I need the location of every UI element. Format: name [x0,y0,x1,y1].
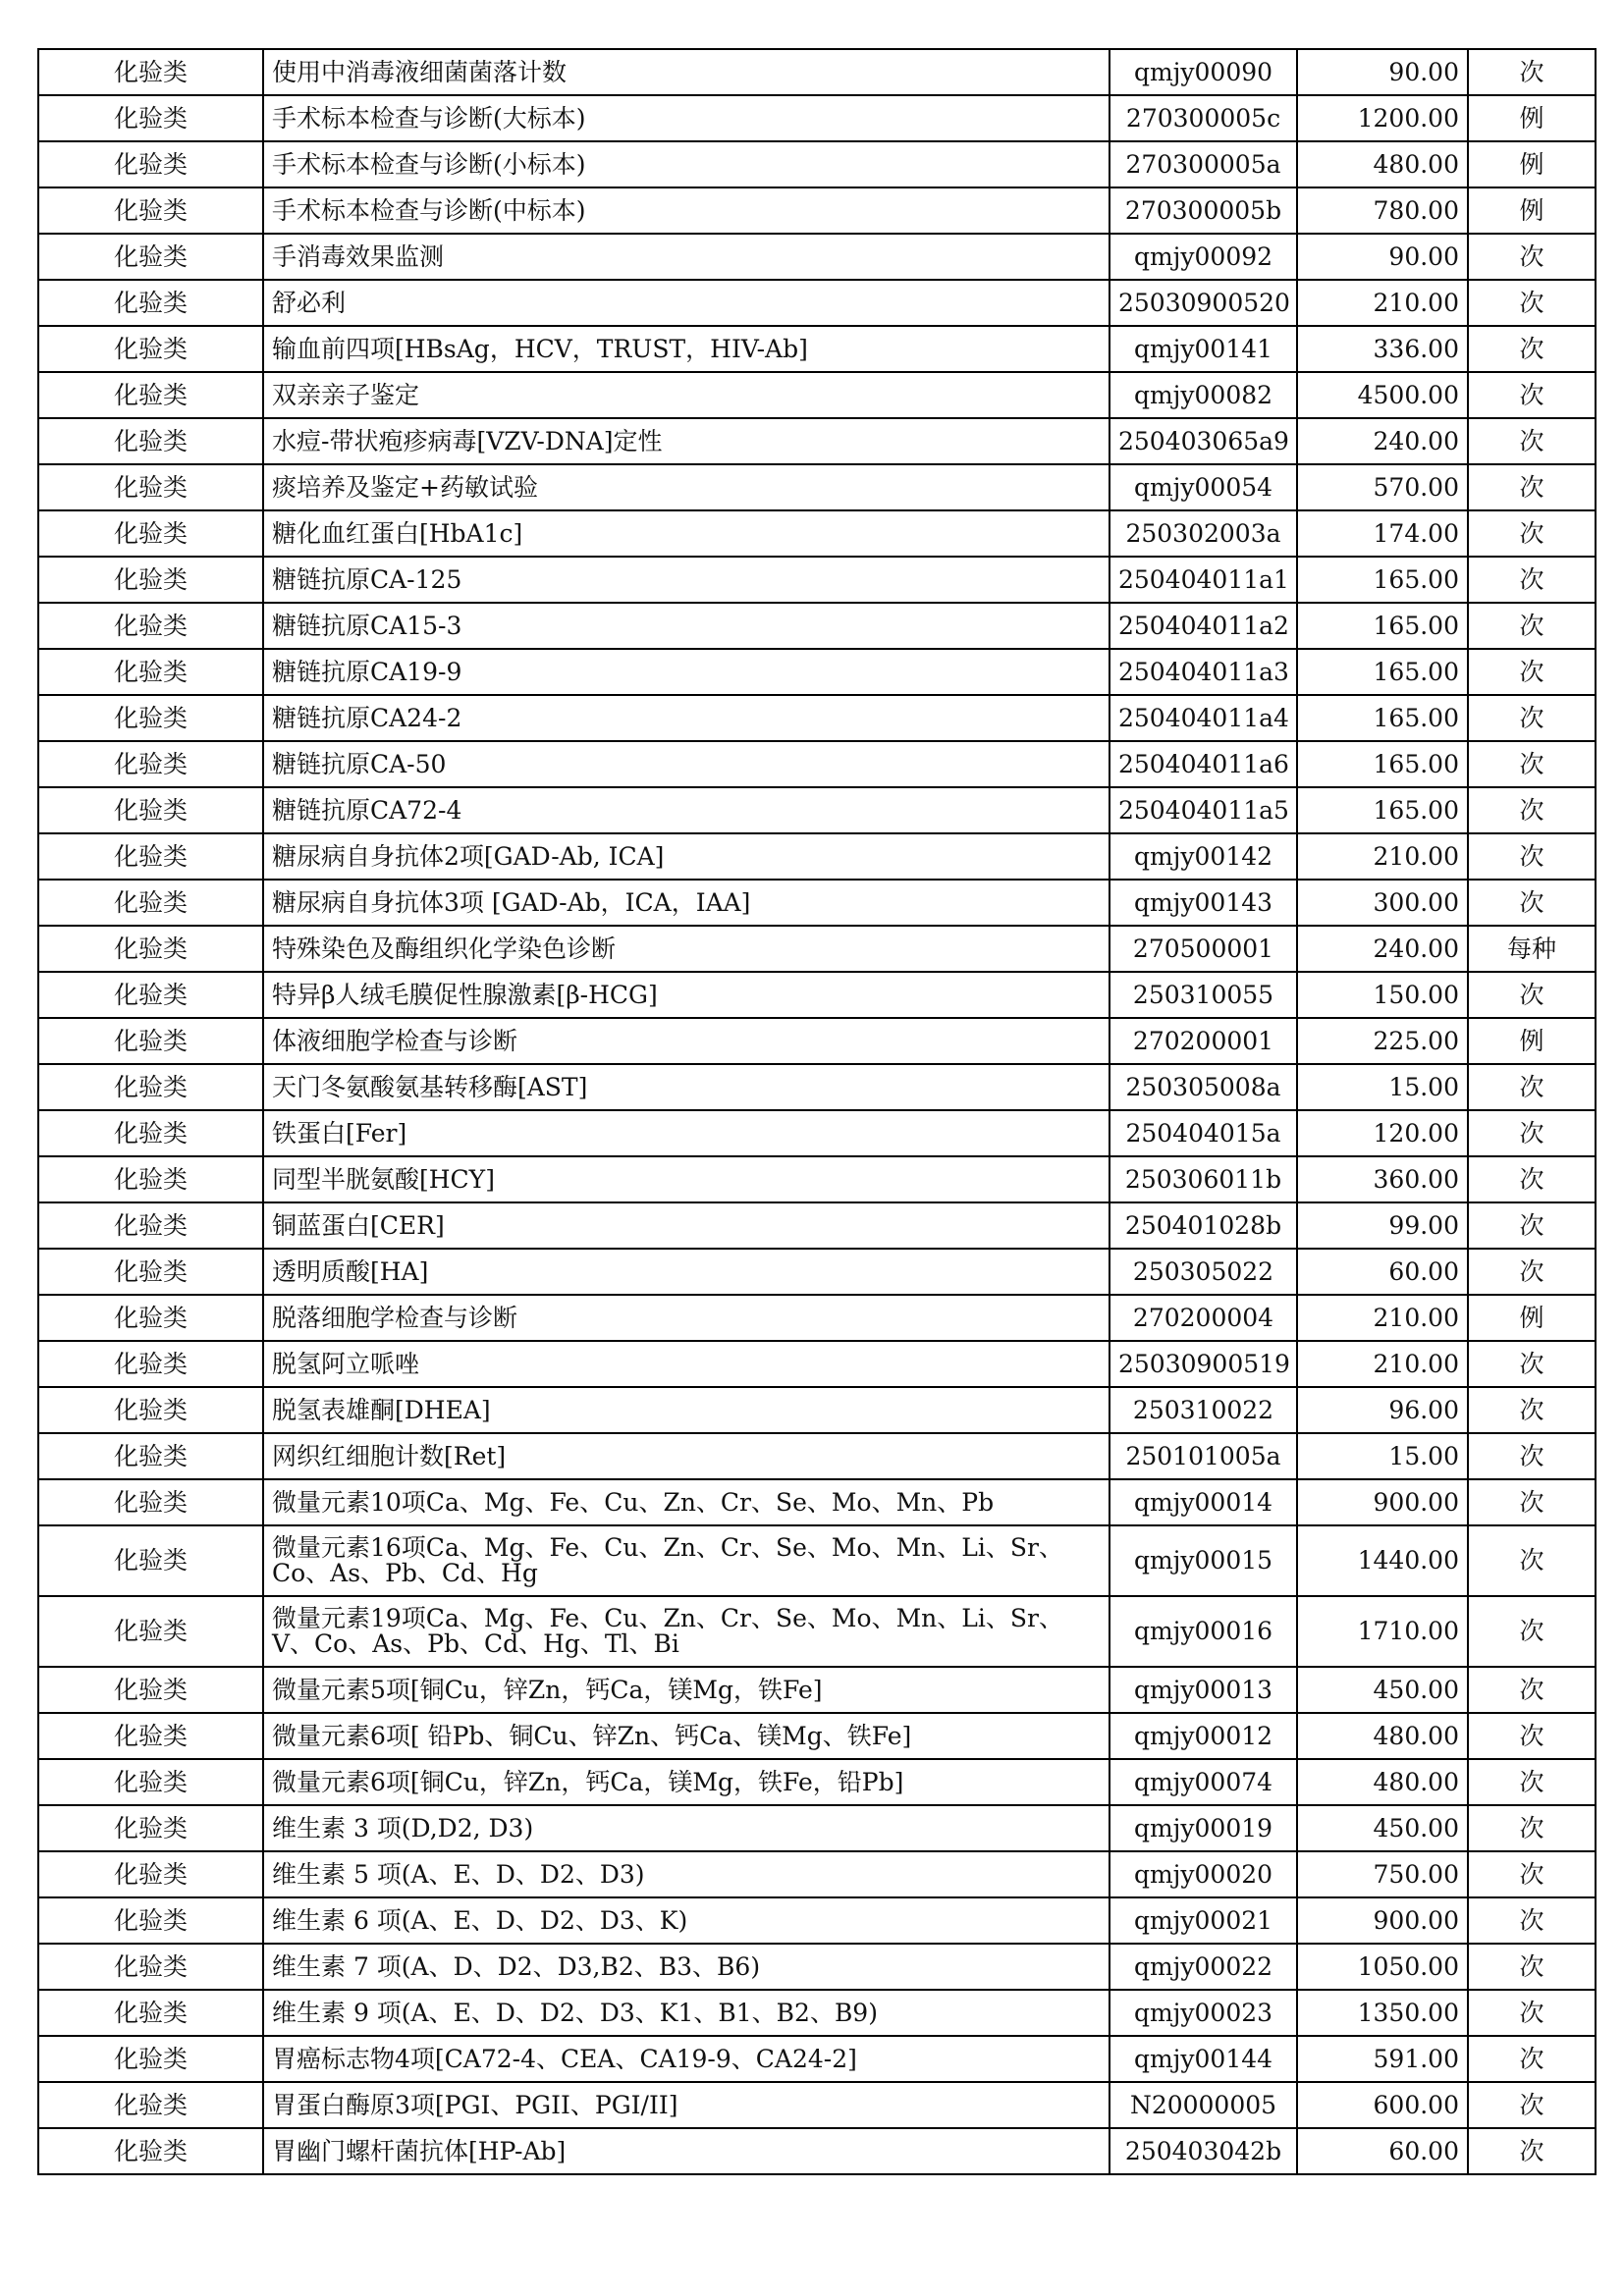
table-row [38,1759,1596,1805]
item-code-cell: qmjy00144 [1110,2036,1297,2082]
category-cell: 化验类 [38,1713,263,1759]
item-code-cell: qmjy00020 [1110,1851,1297,1897]
price-cell: 450.00 [1297,1667,1468,1713]
item-code-cell: 250404015a [1110,1110,1297,1156]
table-body [38,49,1596,2174]
table-row [38,418,1596,464]
category-cell: 化验类 [38,741,263,787]
item-code-cell: 250306011b [1110,1156,1297,1202]
unit-cell: 例 [1468,1018,1596,1064]
table-row [38,326,1596,372]
table-row [38,972,1596,1018]
item-code-cell: qmjy00092 [1110,234,1297,280]
category-cell: 化验类 [38,972,263,1018]
item-name-cell: 维生素 5 项(A、E、D、D2、D3) [263,1851,1110,1897]
unit-cell: 次 [1468,787,1596,833]
item-code-cell: 270200001 [1110,1018,1297,1064]
price-cell: 120.00 [1297,1110,1468,1156]
item-name-cell: 手术标本检查与诊断(小标本) [263,141,1110,187]
table-row [38,1897,1596,1944]
category-cell: 化验类 [38,1064,263,1110]
table-row [38,1064,1596,1110]
price-cell: 4500.00 [1297,372,1468,418]
unit-cell: 例 [1468,95,1596,141]
item-name-cell: 微量元素16项Ca、Mg、Fe、Cu、Zn、Cr、Se、Mo、Mn、Li、Sr、Co、As、Pb、Cd、Hg [263,1525,1110,1596]
price-cell: 1440.00 [1297,1525,1468,1596]
table-row [38,187,1596,234]
category-cell: 化验类 [38,372,263,418]
unit-cell: 次 [1468,1759,1596,1805]
item-code-cell: 250404011a6 [1110,741,1297,787]
table-row [38,787,1596,833]
table-row [38,649,1596,695]
unit-cell: 次 [1468,1387,1596,1433]
category-cell: 化验类 [38,1433,263,1479]
unit-cell: 次 [1468,1596,1596,1667]
item-code-cell: 250401028b [1110,1202,1297,1249]
unit-cell: 次 [1468,557,1596,603]
item-name-cell: 胃幽门螺杆菌抗体[HP-Ab] [263,2128,1110,2174]
price-cell: 150.00 [1297,972,1468,1018]
category-cell: 化验类 [38,1249,263,1295]
item-code-cell: qmjy00074 [1110,1759,1297,1805]
price-cell: 165.00 [1297,695,1468,741]
item-name-cell: 维生素 9 项(A、E、D、D2、D3、K1、B1、B2、B9) [263,1990,1110,2036]
category-cell: 化验类 [38,1387,263,1433]
price-cell: 165.00 [1297,741,1468,787]
price-cell: 480.00 [1297,1759,1468,1805]
item-name-cell: 手术标本检查与诊断(大标本) [263,95,1110,141]
table-row [38,95,1596,141]
price-cell: 210.00 [1297,833,1468,880]
item-name-cell: 脱落细胞学检查与诊断 [263,1295,1110,1341]
unit-cell: 次 [1468,1202,1596,1249]
unit-cell: 次 [1468,49,1596,95]
unit-cell: 次 [1468,1990,1596,2036]
category-cell: 化验类 [38,1341,263,1387]
table-row [38,1944,1596,1990]
item-code-cell: N20000005 [1110,2082,1297,2128]
table-row [38,833,1596,880]
category-cell: 化验类 [38,1897,263,1944]
price-table [37,48,1597,2175]
category-cell: 化验类 [38,1759,263,1805]
item-name-cell: 痰培养及鉴定+药敏试验 [263,464,1110,510]
item-name-cell: 水痘-带状疱疹病毒[VZV-DNA]定性 [263,418,1110,464]
item-name-cell: 天门冬氨酸氨基转移酶[AST] [263,1064,1110,1110]
item-code-cell: qmjy00019 [1110,1805,1297,1851]
price-cell: 165.00 [1297,557,1468,603]
item-code-cell: 250403042b [1110,2128,1297,2174]
item-name-cell: 糖尿病自身抗体3项 [GAD-Ab，ICA，IAA] [263,880,1110,926]
item-code-cell: 250101005a [1110,1433,1297,1479]
item-code-cell: 250404011a5 [1110,787,1297,833]
unit-cell: 次 [1468,2128,1596,2174]
item-name-cell: 胃癌标志物4项[CA72-4、CEA、CA19-9、CA24-2] [263,2036,1110,2082]
table-row [38,234,1596,280]
item-name-cell: 使用中消毒液细菌菌落计数 [263,49,1110,95]
item-name-cell: 特殊染色及酶组织化学染色诊断 [263,926,1110,972]
price-cell: 174.00 [1297,510,1468,557]
item-name-cell: 铁蛋白[Fer] [263,1110,1110,1156]
price-cell: 225.00 [1297,1018,1468,1064]
category-cell: 化验类 [38,95,263,141]
price-cell: 165.00 [1297,603,1468,649]
table-row [38,372,1596,418]
table-row [38,741,1596,787]
item-code-cell: 250404011a1 [1110,557,1297,603]
table-row [38,1596,1596,1667]
unit-cell: 次 [1468,2036,1596,2082]
price-cell: 1200.00 [1297,95,1468,141]
unit-cell: 次 [1468,1249,1596,1295]
item-code-cell: qmjy00014 [1110,1479,1297,1525]
price-cell: 570.00 [1297,464,1468,510]
category-cell: 化验类 [38,557,263,603]
item-code-cell: 270300005b [1110,187,1297,234]
item-name-cell: 微量元素5项[铜Cu，锌Zn，钙Ca，镁Mg，铁Fe] [263,1667,1110,1713]
item-name-cell: 输血前四项[HBsAg，HCV，TRUST，HIV-Ab] [263,326,1110,372]
unit-cell: 次 [1468,1805,1596,1851]
unit-cell: 次 [1468,1341,1596,1387]
unit-cell: 次 [1468,695,1596,741]
category-cell: 化验类 [38,280,263,326]
price-cell: 99.00 [1297,1202,1468,1249]
price-cell: 210.00 [1297,1341,1468,1387]
item-name-cell: 透明质酸[HA] [263,1249,1110,1295]
table-row [38,141,1596,187]
item-code-cell: qmjy00022 [1110,1944,1297,1990]
unit-cell: 次 [1468,372,1596,418]
category-cell: 化验类 [38,326,263,372]
item-name-cell: 手消毒效果监测 [263,234,1110,280]
item-name-cell: 特异β人绒毛膜促性腺激素[β-HCG] [263,972,1110,1018]
table-row [38,557,1596,603]
price-cell: 900.00 [1297,1479,1468,1525]
category-cell: 化验类 [38,510,263,557]
price-cell: 450.00 [1297,1805,1468,1851]
unit-cell: 每种 [1468,926,1596,972]
item-name-cell: 维生素 3 项(D,D2, D3) [263,1805,1110,1851]
item-name-cell: 双亲亲子鉴定 [263,372,1110,418]
unit-cell: 次 [1468,1944,1596,1990]
table-row [38,1990,1596,2036]
item-name-cell: 脱氢阿立哌唑 [263,1341,1110,1387]
table-row [38,1156,1596,1202]
item-code-cell: 250310022 [1110,1387,1297,1433]
category-cell: 化验类 [38,1202,263,1249]
item-name-cell: 体液细胞学检查与诊断 [263,1018,1110,1064]
unit-cell: 次 [1468,2082,1596,2128]
category-cell: 化验类 [38,926,263,972]
unit-cell: 次 [1468,280,1596,326]
category-cell: 化验类 [38,2082,263,2128]
item-code-cell: 270200004 [1110,1295,1297,1341]
item-code-cell: 250404011a4 [1110,695,1297,741]
unit-cell: 次 [1468,741,1596,787]
item-name-cell: 手术标本检查与诊断(中标本) [263,187,1110,234]
table-row [38,2036,1596,2082]
price-cell: 300.00 [1297,880,1468,926]
item-code-cell: 250310055 [1110,972,1297,1018]
unit-cell: 次 [1468,1713,1596,1759]
category-cell: 化验类 [38,418,263,464]
item-name-cell: 铜蓝蛋白[CER] [263,1202,1110,1249]
price-cell: 60.00 [1297,2128,1468,2174]
item-code-cell: qmjy00141 [1110,326,1297,372]
item-name-cell: 同型半胱氨酸[HCY] [263,1156,1110,1202]
price-cell: 480.00 [1297,1713,1468,1759]
category-cell: 化验类 [38,2128,263,2174]
price-cell: 480.00 [1297,141,1468,187]
price-cell: 780.00 [1297,187,1468,234]
unit-cell: 例 [1468,187,1596,234]
table-row [38,1202,1596,1249]
price-cell: 750.00 [1297,1851,1468,1897]
table-row [38,1387,1596,1433]
category-cell: 化验类 [38,695,263,741]
table-row [38,926,1596,972]
item-name-cell: 微量元素6项[铜Cu，锌Zn，钙Ca，镁Mg，铁Fe，铅Pb] [263,1759,1110,1805]
category-cell: 化验类 [38,787,263,833]
table-row [38,880,1596,926]
price-cell: 240.00 [1297,926,1468,972]
price-cell: 600.00 [1297,2082,1468,2128]
item-name-cell: 糖链抗原CA24-2 [263,695,1110,741]
category-cell: 化验类 [38,464,263,510]
table-row [38,1667,1596,1713]
item-code-cell: qmjy00013 [1110,1667,1297,1713]
price-cell: 360.00 [1297,1156,1468,1202]
unit-cell: 例 [1468,1295,1596,1341]
price-cell: 336.00 [1297,326,1468,372]
unit-cell: 次 [1468,603,1596,649]
item-code-cell: 25030900519 [1110,1341,1297,1387]
item-name-cell: 糖链抗原CA72-4 [263,787,1110,833]
table-row [38,603,1596,649]
price-cell: 900.00 [1297,1897,1468,1944]
item-name-cell: 胃蛋白酶原3项[PGI、PGII、PGI/II] [263,2082,1110,2128]
unit-cell: 次 [1468,234,1596,280]
unit-cell: 次 [1468,1110,1596,1156]
price-cell: 1050.00 [1297,1944,1468,1990]
table-row [38,1479,1596,1525]
unit-cell: 次 [1468,418,1596,464]
price-cell: 240.00 [1297,418,1468,464]
category-cell: 化验类 [38,49,263,95]
category-cell: 化验类 [38,880,263,926]
unit-cell: 次 [1468,833,1596,880]
category-cell: 化验类 [38,141,263,187]
table-row [38,464,1596,510]
table-row [38,1341,1596,1387]
price-cell: 15.00 [1297,1064,1468,1110]
price-cell: 210.00 [1297,1295,1468,1341]
item-name-cell: 网织红细胞计数[Ret] [263,1433,1110,1479]
price-cell: 591.00 [1297,2036,1468,2082]
item-code-cell: 250404011a3 [1110,649,1297,695]
item-name-cell: 脱氢表雄酮[DHEA] [263,1387,1110,1433]
item-name-cell: 微量元素6项[ 铅Pb、铜Cu、锌Zn、钙Ca、镁Mg、铁Fe] [263,1713,1110,1759]
category-cell: 化验类 [38,1596,263,1667]
item-code-cell: 25030900520 [1110,280,1297,326]
table-row [38,1295,1596,1341]
table-row [38,280,1596,326]
item-name-cell: 维生素 7 项(A、D、D2、D3,B2、B3、B6) [263,1944,1110,1990]
category-cell: 化验类 [38,234,263,280]
unit-cell: 次 [1468,1064,1596,1110]
item-code-cell: 270300005c [1110,95,1297,141]
unit-cell: 次 [1468,510,1596,557]
item-code-cell: 250302003a [1110,510,1297,557]
category-cell: 化验类 [38,1156,263,1202]
item-name-cell: 糖尿病自身抗体2项[GAD-Ab, ICA] [263,833,1110,880]
item-code-cell: qmjy00054 [1110,464,1297,510]
item-code-cell: qmjy00142 [1110,833,1297,880]
category-cell: 化验类 [38,187,263,234]
item-code-cell: qmjy00143 [1110,880,1297,926]
item-code-cell: qmjy00023 [1110,1990,1297,2036]
price-cell: 1710.00 [1297,1596,1468,1667]
category-cell: 化验类 [38,603,263,649]
unit-cell: 次 [1468,1897,1596,1944]
item-code-cell: qmjy00082 [1110,372,1297,418]
price-cell: 1350.00 [1297,1990,1468,2036]
table-row [38,1713,1596,1759]
price-cell: 60.00 [1297,1249,1468,1295]
item-code-cell: 250404011a2 [1110,603,1297,649]
unit-cell: 次 [1468,1851,1596,1897]
table-row [38,49,1596,95]
item-code-cell: 250305008a [1110,1064,1297,1110]
category-cell: 化验类 [38,1851,263,1897]
item-code-cell: 250403065a9 [1110,418,1297,464]
category-cell: 化验类 [38,1479,263,1525]
item-code-cell: 270300005a [1110,141,1297,187]
category-cell: 化验类 [38,1990,263,2036]
unit-cell: 次 [1468,649,1596,695]
price-cell: 165.00 [1297,649,1468,695]
table-row [38,510,1596,557]
table-row [38,1110,1596,1156]
item-name-cell: 糖链抗原CA-125 [263,557,1110,603]
item-code-cell: qmjy00090 [1110,49,1297,95]
table-row [38,2128,1596,2174]
unit-cell: 次 [1468,1667,1596,1713]
table-row [38,695,1596,741]
table-row [38,1433,1596,1479]
price-cell: 90.00 [1297,49,1468,95]
table-row [38,2082,1596,2128]
item-code-cell: qmjy00016 [1110,1596,1297,1667]
item-code-cell: 250305022 [1110,1249,1297,1295]
category-cell: 化验类 [38,1525,263,1596]
unit-cell: 例 [1468,141,1596,187]
item-name-cell: 糖链抗原CA-50 [263,741,1110,787]
category-cell: 化验类 [38,1018,263,1064]
item-code-cell: qmjy00012 [1110,1713,1297,1759]
table-row [38,1851,1596,1897]
category-cell: 化验类 [38,1944,263,1990]
category-cell: 化验类 [38,1110,263,1156]
item-name-cell: 糖链抗原CA19-9 [263,649,1110,695]
unit-cell: 次 [1468,1525,1596,1596]
table-row [38,1018,1596,1064]
price-cell: 96.00 [1297,1387,1468,1433]
item-code-cell: 270500001 [1110,926,1297,972]
unit-cell: 次 [1468,1479,1596,1525]
item-name-cell: 糖链抗原CA15-3 [263,603,1110,649]
item-name-cell: 微量元素10项Ca、Mg、Fe、Cu、Zn、Cr、Se、Mo、Mn、Pb [263,1479,1110,1525]
table-row [38,1805,1596,1851]
item-name-cell: 舒必利 [263,280,1110,326]
item-code-cell: qmjy00021 [1110,1897,1297,1944]
unit-cell: 次 [1468,326,1596,372]
category-cell: 化验类 [38,649,263,695]
category-cell: 化验类 [38,2036,263,2082]
category-cell: 化验类 [38,1667,263,1713]
price-cell: 90.00 [1297,234,1468,280]
unit-cell: 次 [1468,972,1596,1018]
price-cell: 165.00 [1297,787,1468,833]
category-cell: 化验类 [38,1295,263,1341]
price-cell: 210.00 [1297,280,1468,326]
unit-cell: 次 [1468,880,1596,926]
category-cell: 化验类 [38,833,263,880]
category-cell: 化验类 [38,1805,263,1851]
unit-cell: 次 [1468,1156,1596,1202]
item-name-cell: 微量元素19项Ca、Mg、Fe、Cu、Zn、Cr、Se、Mo、Mn、Li、Sr、V、Co、As、Pb、Cd、Hg、Tl、Bi [263,1596,1110,1667]
table-row [38,1249,1596,1295]
unit-cell: 次 [1468,1433,1596,1479]
unit-cell: 次 [1468,464,1596,510]
item-code-cell: qmjy00015 [1110,1525,1297,1596]
item-name-cell: 糖化血红蛋白[HbA1c] [263,510,1110,557]
item-name-cell: 维生素 6 项(A、E、D、D2、D3、K) [263,1897,1110,1944]
table-row [38,1525,1596,1596]
price-cell: 15.00 [1297,1433,1468,1479]
